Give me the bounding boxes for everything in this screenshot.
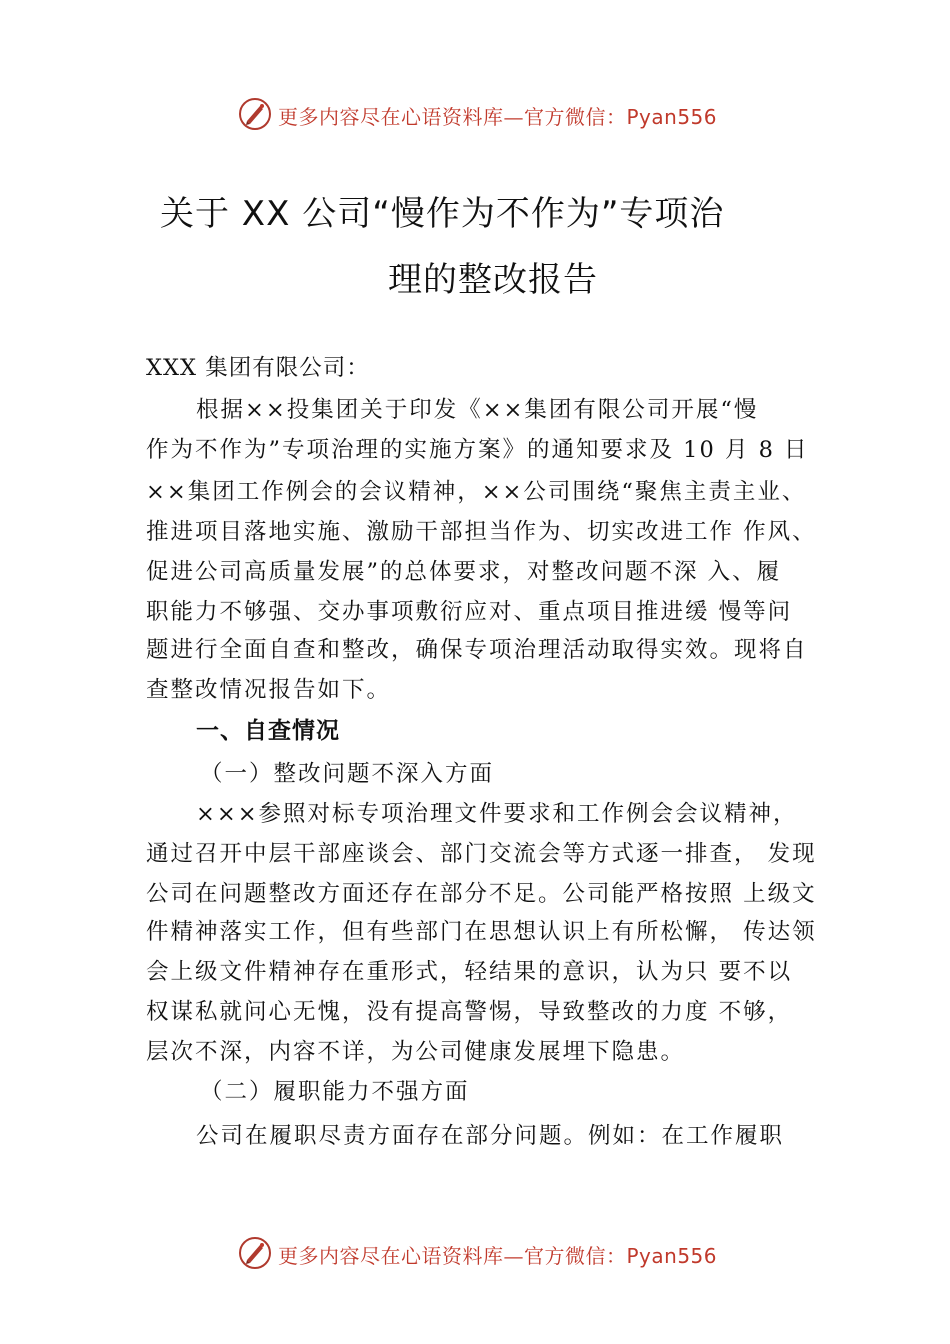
p2-line: 通过召开中层干部座谈会、部门交流会等方式逐一排查， 发现 — [146, 841, 817, 867]
subsection-heading: （一）整改问题不深入方面 — [200, 761, 495, 787]
p3-line: 公司在履职尽责方面存在部分问题。例如：在工作履职 — [196, 1123, 785, 1149]
salutation: XXX 集团有限公司： — [146, 355, 370, 381]
doc-title-line2: 理的整改报告 — [388, 260, 598, 300]
banner-text: 更多内容尽在心语资料库—官方微信：Pyan556 — [278, 1244, 718, 1268]
pen-logo-icon — [238, 97, 272, 131]
p1-line: 题进行全面自查和整改，确保专项治理活动取得实效。现将自 — [146, 637, 808, 663]
doc-title-line1: 关于 XX 公司“慢作为不作为”专项治 — [160, 194, 725, 234]
p2-line: ×××参照对标专项治理文件要求和工作例会会议精神， — [196, 801, 798, 827]
p1-line: 作为不作为”专项治理的实施方案》的通知要求及 10 月 8 日 — [146, 437, 809, 463]
p2-line: 权谋私就问心无愧，没有提高警惕，导致整改的力度 不够， — [146, 999, 793, 1025]
p1-line: 根据××投集团关于印发《××集团有限公司开展“慢 — [196, 397, 759, 423]
banner-text: 更多内容尽在心语资料库—官方微信：Pyan556 — [278, 105, 718, 129]
footer-banner — [0, 1234, 950, 1274]
p2-line: 层次不深，内容不详，为公司健康发展埋下隐患。 — [146, 1039, 686, 1065]
p2-line: 会上级文件精神存在重形式，轻结果的意识，认为只 要不以 — [146, 959, 793, 985]
p1-line: 查整改情况报告如下。 — [146, 677, 392, 703]
p1-line: 促进公司高质量发展”的总体要求，对整改问题不深 入、履 — [146, 559, 782, 585]
p2-line: 件精神落实工作，但有些部门在思想认识上有所松懈， 传达领 — [146, 919, 817, 945]
p1-line: 职能力不够强、交办事项敷衍应对、重点项目推进缓 慢等问 — [146, 599, 793, 625]
wechat-id: Pyan556 — [626, 1244, 718, 1268]
subsection-heading: （二）履职能力不强方面 — [200, 1079, 470, 1105]
p1-line: ××集团工作例会的会议精神，××公司围绕“聚焦主责主业、 — [146, 479, 807, 505]
section-heading: 一、自查情况 — [196, 718, 340, 744]
pen-logo-icon — [238, 1236, 272, 1270]
p2-line: 公司在问题整改方面还存在部分不足。公司能严格按照 上级文 — [146, 881, 817, 907]
wechat-id: Pyan556 — [626, 105, 718, 129]
p1-line: 推进项目落地实施、激励干部担当作为、切实改进工作 作风、 — [146, 519, 817, 545]
header-banner — [0, 95, 950, 135]
